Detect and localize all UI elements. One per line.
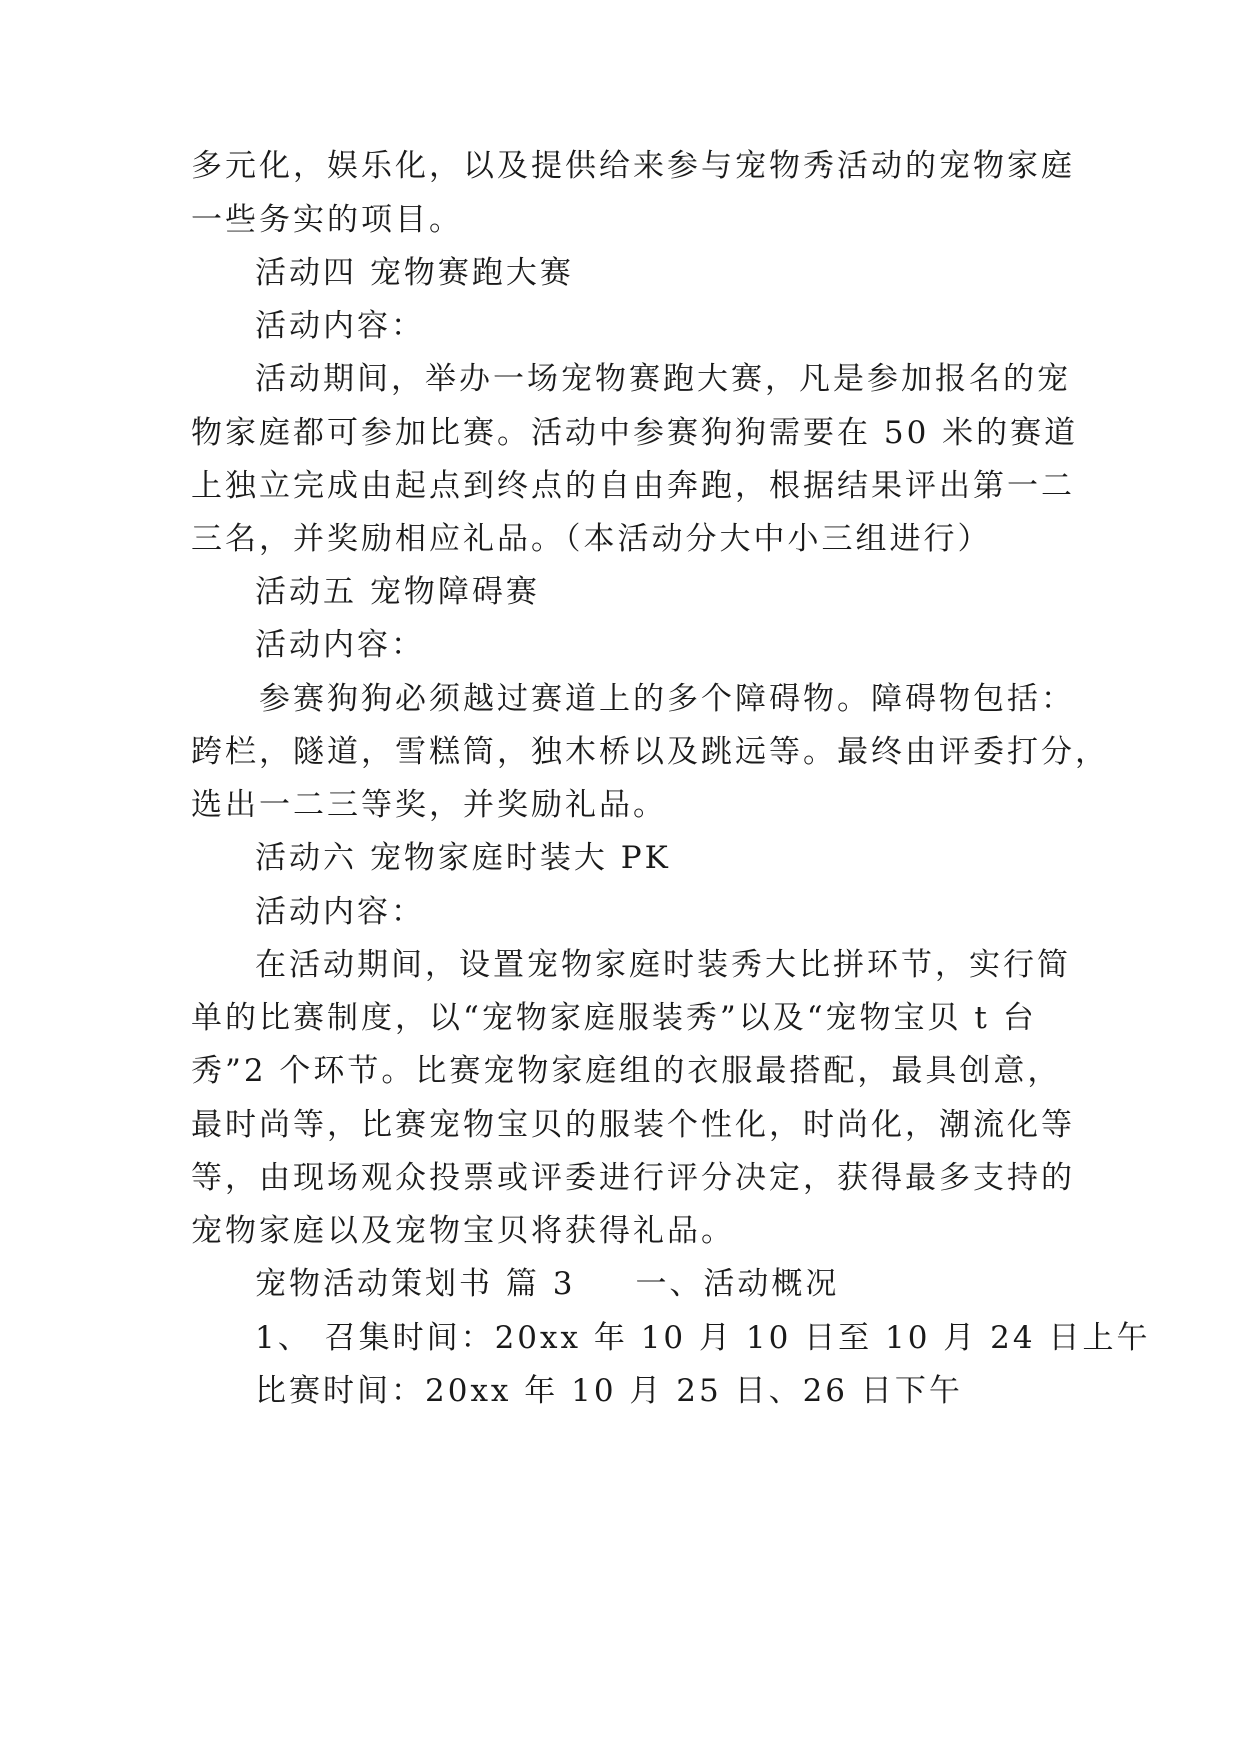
body-text-line: 等，由现场观众投票或评委进行评分决定，获得最多支持的 xyxy=(191,1160,1075,1196)
section-heading-activity-4: 活动四 宠物赛跑大赛 xyxy=(255,255,574,291)
document-section-title-line xyxy=(255,1264,839,1304)
body-text-line: 比赛时间：20xx 年 10 月 25 日、26 日下午 xyxy=(255,1373,963,1409)
section-heading-activity-6: 活动六 宠物家庭时装大 PK xyxy=(255,840,671,876)
body-text-line: 一些务实的项目。 xyxy=(191,202,463,238)
section-label: 活动内容： xyxy=(255,308,425,344)
section-heading-activity-5: 活动五 宠物障碍赛 xyxy=(255,574,540,610)
body-text-line: 单的比赛制度，以“宠物家庭服装秀”以及“宠物宝贝 t 台 xyxy=(191,1000,1037,1036)
body-text-line: 跨栏，隧道，雪糕筒，独木桥以及跳远等。最终由评委打分， xyxy=(191,734,1109,770)
section-label: 活动内容： xyxy=(255,894,425,930)
body-text-line: 在活动期间，设置宠物家庭时装秀大比拼环节，实行简 xyxy=(255,947,1071,983)
body-text-line: 宠物家庭以及宠物宝贝将获得礼品。 xyxy=(191,1213,735,1249)
body-text-line: 物家庭都可参加比赛。活动中参赛狗狗需要在 50 米的赛道 xyxy=(191,415,1079,451)
body-text-line: 最时尚等，比赛宠物宝贝的服装个性化，时尚化，潮流化等 xyxy=(191,1107,1075,1143)
body-text-line: 参赛狗狗必须越过赛道上的多个障碍物。障碍物包括： xyxy=(259,681,1075,717)
body-text-line: 三名，并奖励相应礼品。（本活动分大中小三组进行） xyxy=(191,521,992,557)
subsection-heading: 一、活动概况 xyxy=(635,1266,840,1302)
body-text-line: 秀”2 个环节。比赛宠物家庭组的衣服最搭配，最具创意， xyxy=(191,1053,1062,1089)
body-text-line: 上独立完成由起点到终点的自由奔跑，根据结果评出第一二 xyxy=(191,468,1075,504)
body-text-line: 1、 召集时间：20xx 年 10 月 10 日至 10 月 24 日上午 xyxy=(255,1320,1151,1356)
document-section-title: 宠物活动策划书 篇 3 xyxy=(255,1266,576,1302)
section-label: 活动内容： xyxy=(255,627,425,663)
body-text-line: 活动期间，举办一场宠物赛跑大赛，凡是参加报名的宠 xyxy=(255,361,1071,397)
body-text-line: 多元化，娱乐化，以及提供给来参与宠物秀活动的宠物家庭 xyxy=(191,148,1075,184)
body-text-line: 选出一二三等奖，并奖励礼品。 xyxy=(191,787,667,823)
